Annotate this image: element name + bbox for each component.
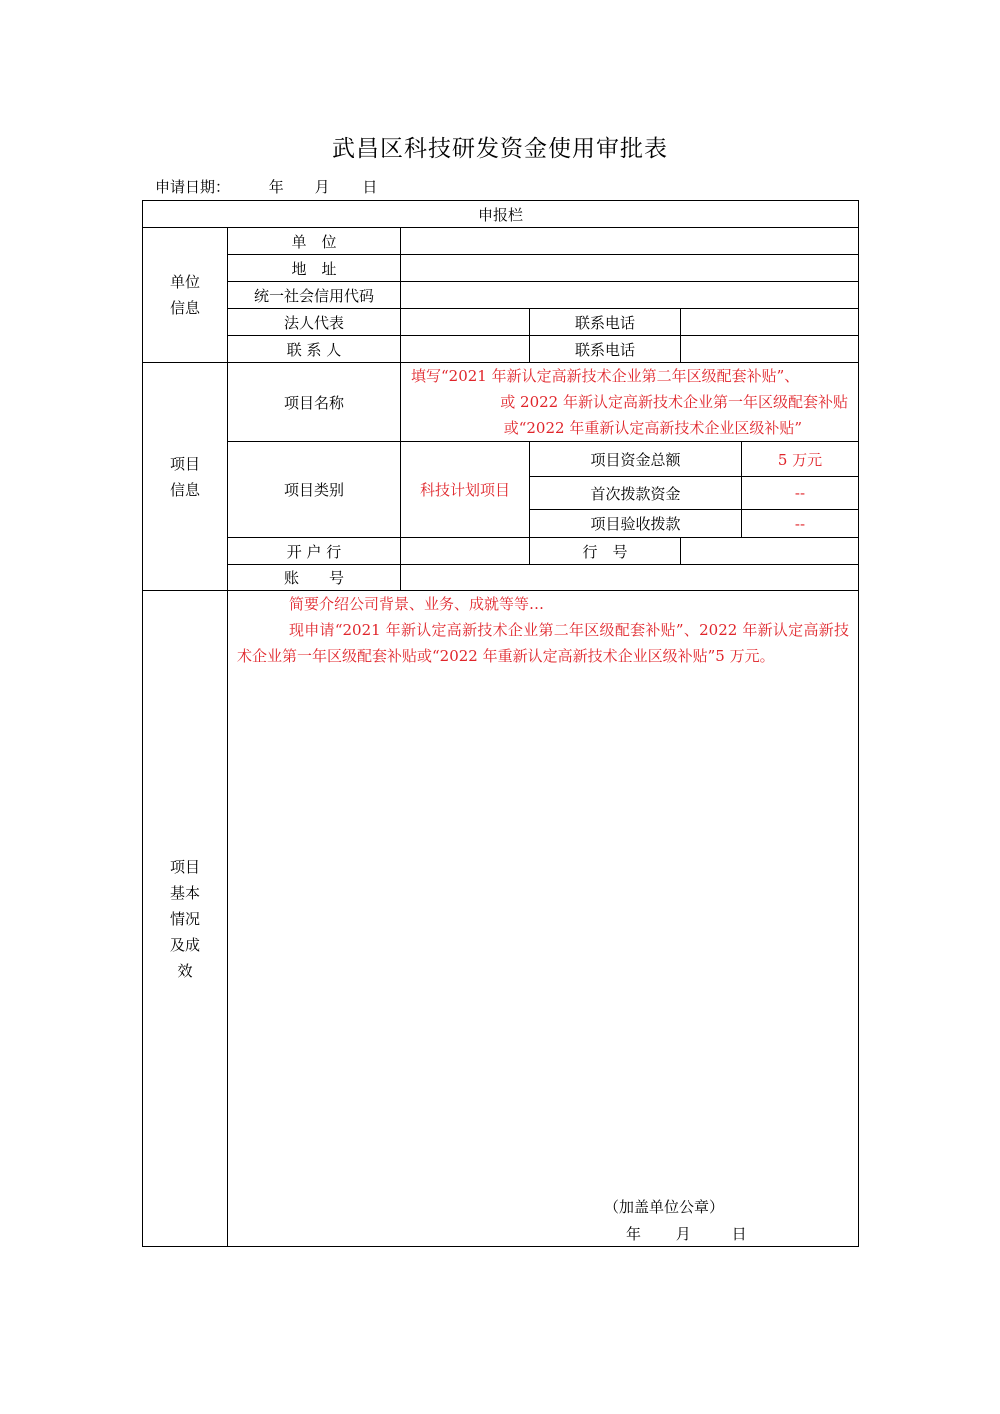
seal-date-month: 月 xyxy=(675,1225,691,1243)
project-category-value[interactable]: 科技计划项目 xyxy=(400,441,530,538)
seal-date xyxy=(626,1223,747,1244)
apply-date-year: 年 xyxy=(268,178,284,196)
bank-number-field[interactable] xyxy=(680,537,859,565)
acceptance-payment-value[interactable]: -- xyxy=(741,509,859,538)
total-funds-value[interactable]: 5 万元 xyxy=(741,441,859,477)
basic-info-group-label: 项目 基本 情况 及成 效 xyxy=(142,590,228,1247)
basic-info-application: 现申请“2021 年新认定高新技术企业第二年区级配套补贴”、2022 年新认定高新技术企业第一年区级配套补贴或“2022 年重新认定高新技术企业区级补贴”5 万元。 xyxy=(237,621,849,665)
project-category-label: 项目类别 xyxy=(227,441,401,538)
phone-label-2: 联系电话 xyxy=(529,335,681,363)
contact-field[interactable] xyxy=(400,335,530,363)
address-label: 地 址 xyxy=(227,254,401,282)
bank-number-label: 行 号 xyxy=(529,537,681,565)
account-field[interactable] xyxy=(400,564,859,591)
first-payment-value[interactable]: -- xyxy=(741,476,859,510)
seal-date-year: 年 xyxy=(626,1225,642,1243)
address-field[interactable] xyxy=(400,254,859,282)
phone-field-1[interactable] xyxy=(680,308,859,336)
project-name-value[interactable] xyxy=(400,362,859,442)
section-header: 申报栏 xyxy=(142,200,859,228)
unit-info-group-label: 单位 信息 xyxy=(142,227,228,363)
first-payment-label: 首次拨款资金 xyxy=(529,476,742,510)
project-name-line-1: 填写“2021 年新认定高新技术企业第二年区级配套补贴”、 xyxy=(411,367,800,385)
basic-info-intro: 简要介绍公司背景、业务、成就等等… xyxy=(289,595,545,613)
phone-field-2[interactable] xyxy=(680,335,859,363)
project-info-group-label: 项目 信息 xyxy=(142,362,228,591)
contact-label: 联 系 人 xyxy=(227,335,401,363)
acceptance-payment-label: 项目验收拨款 xyxy=(529,509,742,538)
project-name-line-2: 或 2022 年新认定高新技术企业第一年区级配套补贴 xyxy=(500,393,848,411)
unit-field[interactable] xyxy=(400,227,859,255)
legal-rep-label: 法人代表 xyxy=(227,308,401,336)
bank-label: 开 户 行 xyxy=(227,537,401,565)
credit-code-field[interactable] xyxy=(400,281,859,309)
apply-date-line xyxy=(155,176,377,197)
phone-label-1: 联系电话 xyxy=(529,308,681,336)
project-name-label: 项目名称 xyxy=(227,362,401,442)
basic-info-field[interactable] xyxy=(227,590,859,1247)
unit-label: 单 位 xyxy=(227,227,401,255)
apply-date-label: 申请日期： xyxy=(155,178,231,196)
apply-date-month: 月 xyxy=(314,178,330,196)
page-title: 武昌区科技研发资金使用审批表 xyxy=(332,136,668,162)
account-label: 账 号 xyxy=(227,564,401,591)
total-funds-label: 项目资金总额 xyxy=(529,441,742,477)
project-name-line-3: 或“2022 年重新认定高新技术企业区级补贴” xyxy=(503,419,802,437)
seal-note: （加盖单位公章） xyxy=(604,1198,725,1216)
apply-date-day: 日 xyxy=(362,178,378,196)
seal-date-day: 日 xyxy=(731,1225,747,1243)
legal-rep-field[interactable] xyxy=(400,308,530,336)
bank-field[interactable] xyxy=(400,537,530,565)
credit-code-label: 统一社会信用代码 xyxy=(227,281,401,309)
